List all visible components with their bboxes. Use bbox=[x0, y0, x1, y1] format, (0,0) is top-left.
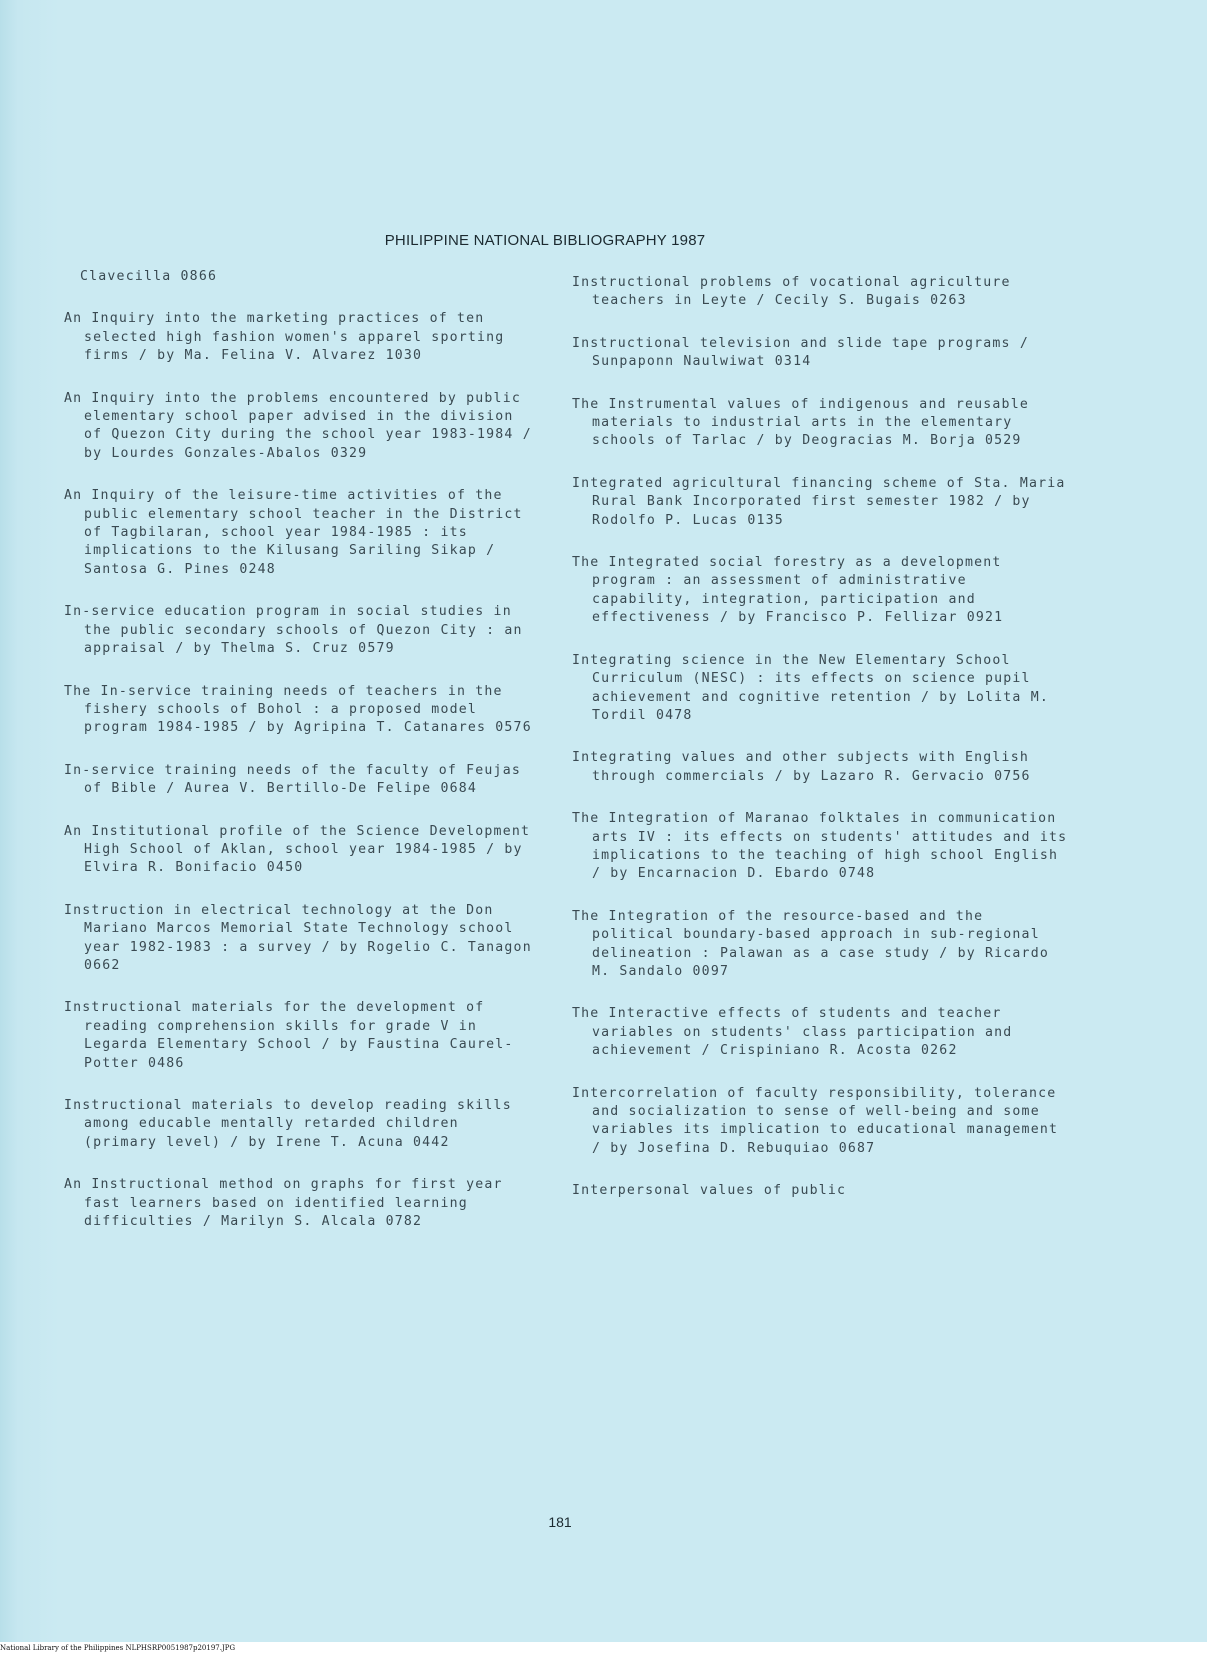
bibliography-entry: Instructional materials for the development of reading comprehension skills for grade V in Legarda Elementary School / by Faustina Caurel-Potter 0486 bbox=[64, 1000, 514, 1071]
bibliography-entry: An Inquiry of the leisure-time activities of the public elementary school teacher in the District of Tagbilaran, school year 1984-1985 : its implications to the Kilusang Sariling Sikap / Santosa G. Pines 0248 bbox=[64, 488, 523, 577]
page-number: 181 bbox=[548, 1514, 572, 1530]
bibliography-entry: Intercorrelation of faculty responsibility, tolerance and socialization to sense of well-being and some variables its implication to educational management / by Josefina D. Rebuquiao 0687 bbox=[572, 1085, 1059, 1156]
bibliography-entry: Integrating science in the New Elementary School Curriculum (NESC) : its effects on science pupil achievement and cognitive retention / by Lolita M. Tordil 0478 bbox=[572, 652, 1049, 723]
bibliography-entry: Integrated agricultural financing scheme of Sta. Maria Rural Bank Incorporated first semester 1982 / by Rodolfo P. Lucas 0135 bbox=[572, 475, 1066, 528]
bibliography-entry: The Integration of Maranao folktales in communication arts IV : its effects on students' attitudes and its implications to the teaching of high school English / by Encarnacion D. Ebardo 0748 bbox=[572, 811, 1068, 882]
bibliography-entry: The Integrated social forestry as a development program : an assessment of administrative capability, integration, participation and effectiveness / by Francisco P. Fellizar 0921 bbox=[572, 555, 1004, 626]
bibliography-entry: The Integration of the resource-based and the political boundary-based approach in sub-regional delineation : Palawan as a case study / by Ricardo M. Sandalo 0097 bbox=[572, 908, 1049, 979]
page-title: PHILIPPINE NATIONAL BIBLIOGRAPHY 1987 bbox=[384, 232, 706, 249]
bibliography-entry: An Instructional method on graphs for first year fast learners based on identified learning difficulties / Marilyn S. Alcala 0782 bbox=[64, 1177, 503, 1230]
bibliography-entry: Instruction in electrical technology at the Don Mariano Marcos Memorial State Technology school year 1982-1983 : a survey / by Rogelio C. Tanagon 0662 bbox=[64, 902, 532, 973]
footer-caption: National Library of the Philippines NLPHSRP0051987p20197.JPG bbox=[0, 1644, 236, 1652]
bibliography-entry: Instructional problems of vocational agriculture teachers in Leyte / Cecily S. Bugais 0263 bbox=[572, 275, 1011, 309]
bibliography-entry: An Inquiry into the marketing practices of ten selected high fashion women's apparel sporting firms / by Ma. Felina V. Alvarez 1030 bbox=[64, 311, 505, 364]
bibliography-entry: Integrating values and other subjects with English through commercials / by Lazaro R. Gervacio 0756 bbox=[572, 750, 1031, 784]
bibliography-entry: An Institutional profile of the Science Development High School of Aklan, school year 1984-1985 / by Elvira R. Bonifacio 0450 bbox=[64, 823, 531, 876]
bibliography-entry: Instructional materials to develop reading skills among educable mentally retarded children (primary level) / by Irene T. Acuna 0442 bbox=[64, 1098, 512, 1150]
footer-bar bbox=[0, 1642, 1207, 1658]
bibliography-entry: An Inquiry into the problems encountered by public elementary school paper advised in the division of Quezon City during the school year 1983-1984 / by Lourdes Gonzales-Abalos 0329 bbox=[64, 390, 532, 461]
bibliography-entry: Interpersonal values of public bbox=[572, 1183, 847, 1199]
left-column bbox=[64, 268, 534, 1255]
bibliography-entry: In-service education program in social studies in the public secondary schools of Quezon City : an appraisal / by Thelma S. Cruz 0579 bbox=[64, 604, 523, 657]
bibliography-entry: In-service training needs of the faculty of Feujas of Bible / Aurea V. Bertillo-De Felipe 0684 bbox=[64, 762, 521, 797]
bibliography-entry: The Interactive effects of students and teacher variables on students' class participation and achievement / Crispiniano R. Acosta 0262 bbox=[572, 1006, 1013, 1059]
bibliography-entry: Instructional television and slide tape programs / Sunpaponn Naulwiwat 0314 bbox=[572, 335, 1029, 370]
bibliography-entry: Clavecilla 0866 bbox=[80, 269, 218, 284]
right-column bbox=[572, 274, 1072, 1225]
bibliography-entry: The Instrumental values of indigenous and reusable materials to industrial arts in the elementary schools of Tarlac / by Deogracias M. Borja 0529 bbox=[572, 396, 1029, 449]
bibliography-entry: The In-service training needs of teachers in the fishery schools of Bohol : a proposed model program 1984-1985 / by Agripina T. Catanares 0576 bbox=[64, 683, 532, 736]
